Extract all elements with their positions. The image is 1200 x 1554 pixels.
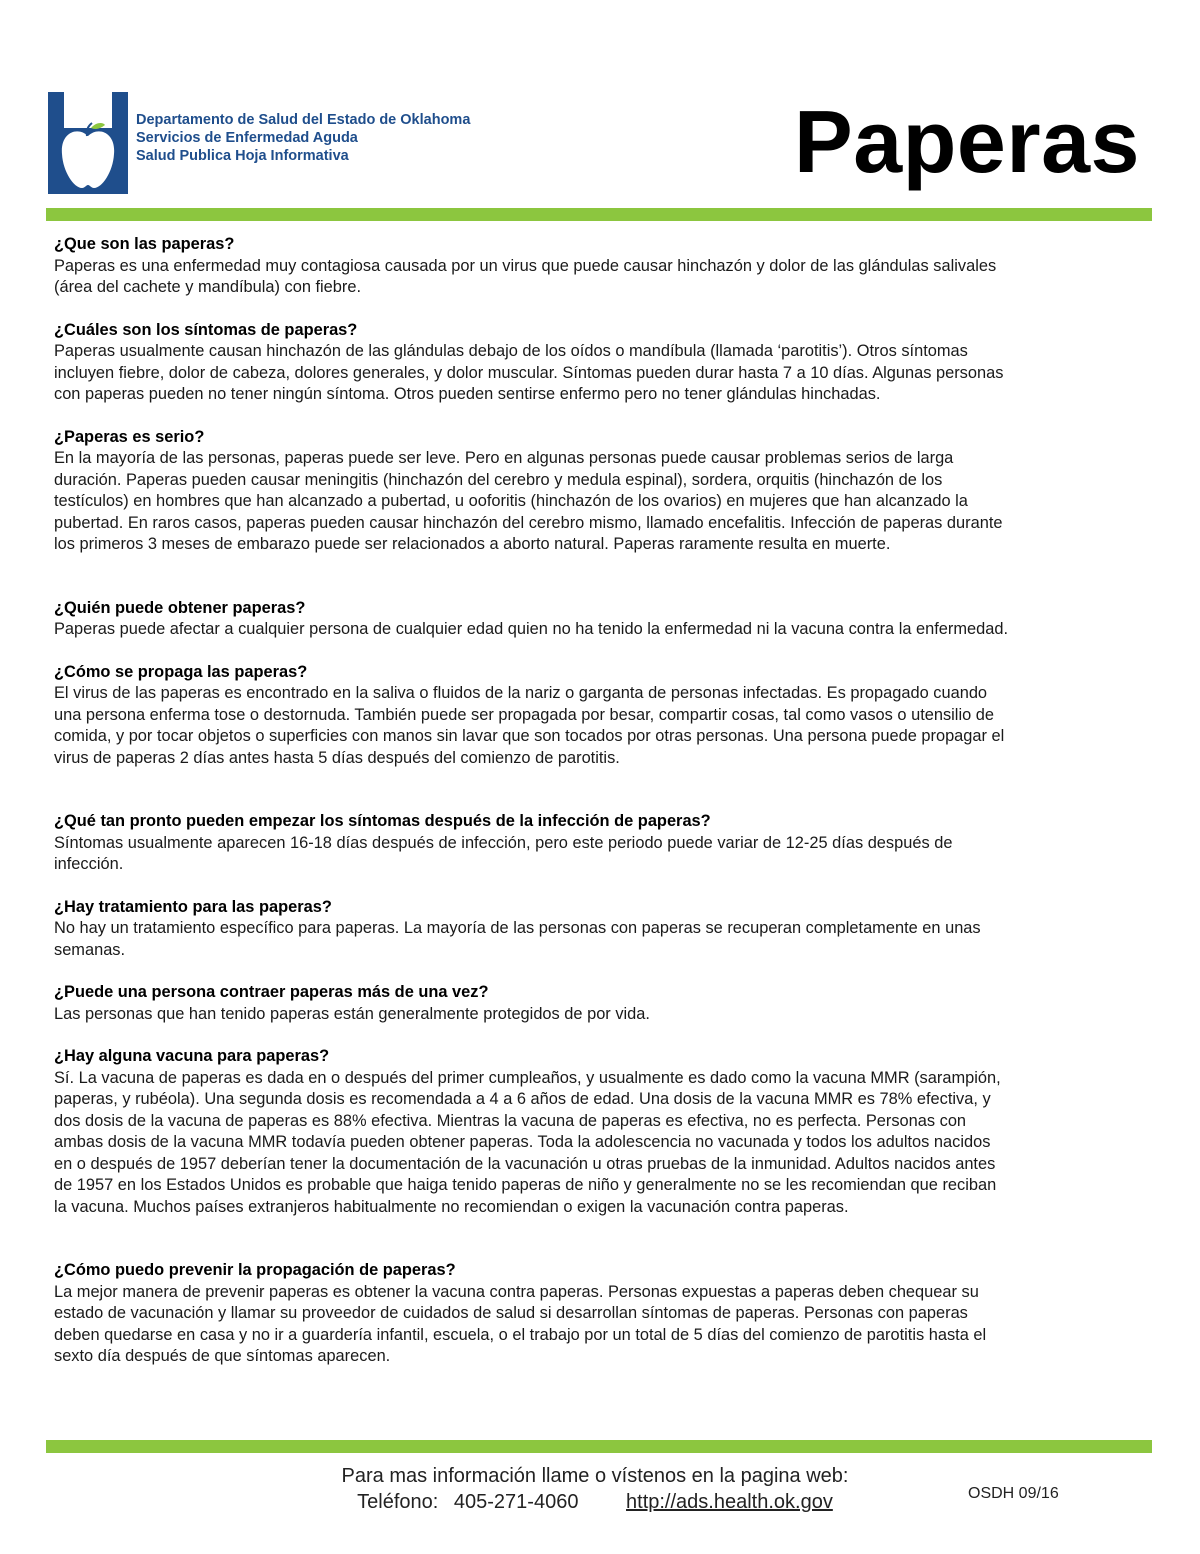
answer-line: los primeros 3 meses de embarazo puede ser relacionados a aborto natural. Paperas raramente resulta en muerte. — [54, 535, 891, 553]
bottom-divider-bar — [46, 1440, 1152, 1453]
fact-sheet-content — [54, 234, 1154, 1368]
answer-line: virus de paperas 2 días antes hasta 5 días después del comienzo de parotitis. — [54, 748, 620, 767]
answer-line: comida, y por tocar objetos o superficies con manos sin lavar que son tocados por otras personas. Una persona puede propagar el — [54, 727, 1005, 745]
question-heading: ¿Paperas es serio? — [54, 427, 205, 446]
answer-line: infección. — [54, 855, 124, 873]
phone-number[interactable]: 405-271-4060 — [453, 1491, 579, 1513]
faq-section — [54, 811, 1154, 876]
faq-section — [54, 427, 1154, 556]
answer-line: sexto día después de que síntomas aparecen. — [54, 1347, 391, 1365]
answer-line: pubertad. En raros casos, paperas pueden causar hinchazón del cerebro mismo, llamado encefalitis. Infección de paperas durante — [54, 513, 1003, 532]
faq-section — [54, 662, 1154, 770]
website-link[interactable]: http://ads.health.ok.gov — [626, 1491, 833, 1513]
question-heading: ¿Cuáles son los síntomas de paperas? — [54, 320, 358, 339]
question-heading: ¿Hay alguna vacuna para paperas? — [54, 1047, 330, 1065]
faq-section — [54, 1260, 1154, 1368]
answer-line: incluyen fiebre, dolor de cabeza, dolores generales, y dolor muscular. Síntomas pueden durar hasta 7 a 10 días. Algunas personas — [54, 363, 1004, 382]
answer-line: estado de vacunación y llamar su proveedor de cuidados de salud si desarrollan síntomas de paperas. Personas con paperas — [54, 1304, 968, 1322]
answer-line: duración. Paperas pueden causar meningitis (hinchazón del cerebro y medula espinal), sordera, orquitis (hinchazón de los — [54, 470, 943, 489]
phone-label: Teléfono: — [357, 1491, 439, 1513]
org-line: Servicios de Enfermedad Aguda — [136, 130, 358, 146]
osdh-logo — [48, 92, 128, 194]
question-heading: ¿Qué tan pronto pueden empezar los síntomas después de la infección de paperas? — [54, 812, 711, 830]
question-heading: ¿Hay tratamiento para las paperas? — [54, 897, 332, 916]
faq-section — [54, 897, 1154, 962]
answer-line: Paperas usualmente causan hinchazón de las glándulas debajo de los oídos o mandíbula (llamada ‘parotitis’). Otros síntomas — [54, 342, 968, 360]
question-heading: ¿Quién puede obtener paperas? — [54, 598, 306, 617]
answer-line: con paperas pueden no tener ningún síntoma. Otros pueden sentirse enfermo pero no tener glándulas hinchadas. — [54, 385, 881, 403]
faq-section — [54, 982, 1154, 1025]
answer-line: una persona enferma tose o destornuda. También puede ser propagada por besar, compartir cosas, tal como vasos o utensilio de — [54, 705, 994, 724]
answer-line: semanas. — [54, 940, 126, 959]
answer-line: dos dosis de la vacuna de paperas es 88% efectiva. Mientras la vacuna de paperas es efectiva, no es perfecta. Personas con — [54, 1111, 967, 1130]
answer-line: en o después de 1957 deberían tener la documentación de la vacunación u otras pruebas de la inmunidad. Adultos nacidos antes — [54, 1154, 996, 1173]
footer-contact-intro: Para mas información llame o vístenos en la pagina web: — [341, 1465, 849, 1487]
answer-line: ambas dosis de la vacuna MMR todavía pueden obtener paperas. Toda la adolescencia no vacunada y todos los adultos nacidos — [54, 1133, 991, 1151]
faq-section — [54, 598, 1154, 641]
document-code: OSDH 09/16 — [968, 1485, 1059, 1502]
answer-line: Paperas es una enfermedad muy contagiosa causada por un virus que puede causar hinchazón y dolor de las glándulas salivales — [54, 256, 997, 275]
answer-line: paperas, y rubéola). Una segunda dosis es recomendada a 4 a 6 años de edad. Una dosis de la vacuna MMR es 78% efectiva, y — [54, 1090, 991, 1108]
answer-line: En la mayoría de las personas, paperas puede ser leve. Pero en algunas personas puede causar problemas serios de larga — [54, 449, 954, 467]
organization-name — [136, 111, 470, 165]
org-line: Salud Publica Hoja Informativa — [136, 148, 349, 164]
answer-line: Síntomas usualmente aparecen 16-18 días después de infección, pero este periodo puede variar de 12-25 días después de — [54, 833, 953, 852]
question-heading: ¿Que son las paperas? — [54, 235, 235, 253]
top-divider-bar — [46, 208, 1152, 221]
answer-line: (área del cachete y mandíbula) con fiebre. — [54, 278, 362, 296]
org-line: Departamento de Salud del Estado de Oklahoma — [136, 112, 471, 128]
answer-line: testículos) en hombres que han alcanzado a pubertad, u ooforitis (hinchazón de los ovarios) en mujeres que han alcanzado la — [54, 492, 968, 510]
answer-line: deben quedarse en casa y no ir a guardería infantil, escuela, o el trabajo por un total de 5 días del comienzo de parotitis hasta el — [54, 1325, 987, 1344]
question-heading: ¿Cómo puedo prevenir la propagación de paperas? — [54, 1261, 456, 1279]
page-title: Paperas — [794, 92, 1140, 191]
answer-line: La mejor manera de prevenir paperas es obtener la vacuna contra paperas. Personas expuestas a paperas deben chequear su — [54, 1282, 979, 1301]
answer-line: No hay un tratamiento específico para paperas. La mayoría de las personas con paperas se recuperan completamente en unas — [54, 919, 981, 937]
question-heading: ¿Cómo se propaga las paperas? — [54, 662, 308, 681]
question-heading: ¿Puede una persona contraer paperas más de una vez? — [54, 983, 489, 1001]
answer-line: la vacuna. Muchos países extranjeros habitualmente no recomiendan o exigen la vacunación contra paperas. — [54, 1197, 849, 1216]
answer-line: Paperas puede afectar a cualquier persona de cualquier edad quien no ha tenido la enfermedad ni la vacuna contra la enfermedad. — [54, 620, 1009, 638]
faq-section — [54, 320, 1154, 406]
answer-line: de 1957 en los Estados Unidos es probable que haiga tenido paperas de niño y generalmente no se les recomiendan que reciban — [54, 1176, 997, 1194]
answer-line: El virus de las paperas es encontrado en la saliva o fluidos de la nariz o garganta de personas infectadas. Es propagado cuando — [54, 684, 988, 702]
faq-section — [54, 234, 1154, 299]
faq-section — [54, 1046, 1154, 1218]
answer-line: Las personas que han tenido paperas están generalmente protegidos de por vida. — [54, 1004, 650, 1023]
answer-line: Sí. La vacuna de paperas es dada en o después del primer cumpleaños, y usualmente es dado como la vacuna MMR (sarampión, — [54, 1068, 1001, 1087]
